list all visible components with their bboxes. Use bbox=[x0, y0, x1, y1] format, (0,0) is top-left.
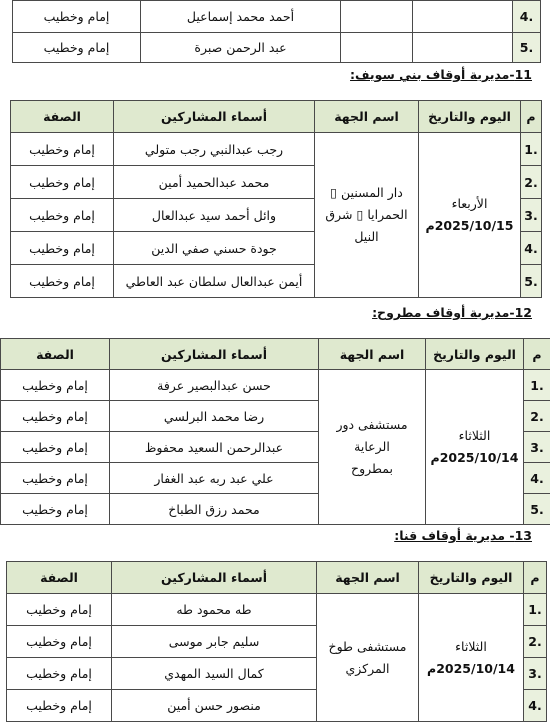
date-label: 2025/10/14م bbox=[426, 447, 523, 469]
participant-name: سليم جابر موسى bbox=[112, 626, 317, 658]
participant-name: كمال السيد المهدي bbox=[112, 658, 317, 690]
participant-role: إمام وخطيب bbox=[1, 432, 110, 463]
table-row bbox=[13, 33, 541, 63]
participant-name: محمد رزق الطباخ bbox=[110, 494, 319, 525]
header-num: م bbox=[524, 339, 550, 370]
participant-name: علي عبد ربه عبد الغفار bbox=[110, 463, 319, 494]
header-names: أسماء المشاركين bbox=[110, 339, 319, 370]
table-row bbox=[7, 594, 547, 626]
row-number: 4. bbox=[524, 690, 547, 722]
table-header-row bbox=[11, 101, 542, 133]
participant-role: إمام وخطيب bbox=[11, 199, 114, 232]
section-11-table bbox=[10, 100, 542, 298]
row-number: 4. bbox=[521, 232, 542, 265]
participant-name: وائل أحمد سيد عبدالعال bbox=[114, 199, 315, 232]
row-number: 4. bbox=[524, 463, 550, 494]
table-row bbox=[13, 1, 541, 33]
org-line: شرق bbox=[325, 207, 352, 222]
missing-glyph-icon: ▯ bbox=[356, 207, 363, 222]
participant-role: إمام وخطيب bbox=[11, 133, 114, 166]
row-number: 1. bbox=[521, 133, 542, 166]
participant-role: إمام وخطيب bbox=[11, 232, 114, 265]
participant-role: إمام وخطيب bbox=[7, 658, 112, 690]
day-label: الثلاثاء bbox=[426, 425, 523, 447]
participant-name: طه محمود طه bbox=[112, 594, 317, 626]
participant-role: إمام وخطيب bbox=[13, 33, 141, 63]
date-cell-empty bbox=[413, 1, 513, 33]
org-cell-empty bbox=[341, 1, 413, 33]
org-line: دار المسنين bbox=[341, 185, 403, 200]
header-role: الصفة bbox=[7, 562, 112, 594]
participant-name: منصور حسن أمين bbox=[112, 690, 317, 722]
header-role: الصفة bbox=[1, 339, 110, 370]
table-header-row bbox=[7, 562, 547, 594]
row-number: 1. bbox=[524, 594, 547, 626]
row-number: 5. bbox=[521, 265, 542, 298]
date-cell-empty bbox=[413, 33, 513, 63]
participant-role: إمام وخطيب bbox=[1, 370, 110, 401]
row-number: 3. bbox=[524, 658, 547, 690]
participant-role: إمام وخطيب bbox=[7, 690, 112, 722]
org-line: مستشفى طوخ bbox=[317, 636, 418, 658]
header-role: الصفة bbox=[11, 101, 114, 133]
day-label: الثلاثاء bbox=[419, 636, 523, 658]
row-number: 1. bbox=[524, 370, 550, 401]
participant-name: رضا محمد البرلسي bbox=[110, 401, 319, 432]
section-heading-12: 12-مديرية أوقاف مطروح: bbox=[372, 305, 532, 320]
header-org: اسم الجهة bbox=[315, 101, 419, 133]
day-label: الأربعاء bbox=[419, 193, 520, 215]
org-cell bbox=[319, 370, 426, 525]
org-line: مستشفى دور الرعاية bbox=[319, 414, 425, 458]
section-heading-13: 13- مديرية أوقاف قنا: bbox=[394, 528, 532, 543]
row-number: 5. bbox=[524, 494, 550, 525]
row-number: 3. bbox=[521, 199, 542, 232]
participant-name: حسن عبدالبصير عرفة bbox=[110, 370, 319, 401]
participant-role: إمام وخطيب bbox=[1, 463, 110, 494]
table-header-row bbox=[1, 339, 550, 370]
participant-role: إمام وخطيب bbox=[13, 1, 141, 33]
participant-name: رجب عبدالنبي رجب متولي bbox=[114, 133, 315, 166]
table-row bbox=[1, 370, 550, 401]
header-date: اليوم والتاريخ bbox=[426, 339, 524, 370]
section-12-table bbox=[0, 338, 550, 525]
participant-name: محمد عبدالحميد أمين bbox=[114, 166, 315, 199]
participant-role: إمام وخطيب bbox=[1, 401, 110, 432]
section-heading-11: 11-مديرية أوقاف بني سويف: bbox=[350, 67, 532, 82]
participant-name: عبدالرحمن السعيد محفوظ bbox=[110, 432, 319, 463]
row-number: 5. bbox=[513, 33, 541, 63]
participant-role: إمام وخطيب bbox=[7, 626, 112, 658]
header-org: اسم الجهة bbox=[317, 562, 419, 594]
participant-role: إمام وخطيب bbox=[11, 166, 114, 199]
table-row bbox=[11, 133, 542, 166]
participant-name: أيمن عبدالعال سلطان عبد العاطي bbox=[114, 265, 315, 298]
date-label: 2025/10/15م bbox=[419, 215, 520, 237]
participant-role: إمام وخطيب bbox=[7, 594, 112, 626]
participant-name: جودة حسني صفي الدين bbox=[114, 232, 315, 265]
header-num: م bbox=[521, 101, 542, 133]
org-cell bbox=[315, 133, 419, 298]
date-cell bbox=[419, 133, 521, 298]
header-org: اسم الجهة bbox=[319, 339, 426, 370]
row-number: 2. bbox=[524, 626, 547, 658]
header-date: اليوم والتاريخ bbox=[419, 562, 524, 594]
participant-role: إمام وخطيب bbox=[1, 494, 110, 525]
header-names: أسماء المشاركين bbox=[114, 101, 315, 133]
section-13-table bbox=[6, 561, 547, 722]
org-line: النيل bbox=[315, 226, 418, 248]
header-date: اليوم والتاريخ bbox=[419, 101, 521, 133]
date-label: 2025/10/14م bbox=[419, 658, 523, 680]
org-line: المركزي bbox=[317, 658, 418, 680]
org-cell-empty bbox=[341, 33, 413, 63]
row-number: 2. bbox=[521, 166, 542, 199]
org-line: بمطروح bbox=[319, 458, 425, 480]
participant-name: عبد الرحمن صبرة bbox=[141, 33, 341, 63]
participant-role: إمام وخطيب bbox=[11, 265, 114, 298]
header-names: أسماء المشاركين bbox=[112, 562, 317, 594]
row-number: 3. bbox=[524, 432, 550, 463]
header-num: م bbox=[524, 562, 547, 594]
org-line: الحمرايا bbox=[367, 207, 407, 222]
row-number: 2. bbox=[524, 401, 550, 432]
missing-glyph-icon: ▯ bbox=[330, 185, 337, 200]
top-continuation-table bbox=[12, 0, 541, 63]
date-cell bbox=[426, 370, 524, 525]
org-cell bbox=[317, 594, 419, 722]
date-cell bbox=[419, 594, 524, 722]
participant-name: أحمد محمد إسماعيل bbox=[141, 1, 341, 33]
row-number: 4. bbox=[513, 1, 541, 33]
